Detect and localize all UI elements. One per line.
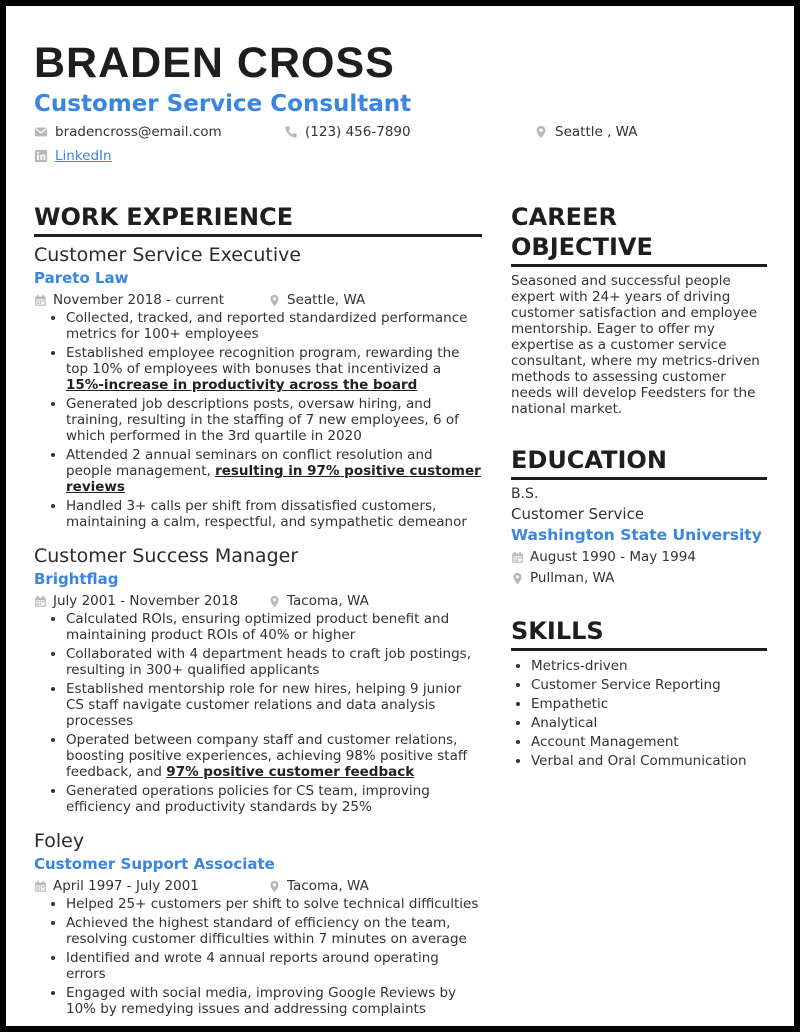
job-bullet xyxy=(66,611,482,643)
map-pin-icon xyxy=(534,125,548,139)
contact-info xyxy=(34,124,774,176)
right-column xyxy=(511,202,767,771)
calendar-icon xyxy=(34,294,47,307)
job-list xyxy=(34,243,482,1017)
bullet-text: Achieved the highest standard of efficiency on the team, resolving customer difficulties within 7 minutes on average xyxy=(66,915,467,947)
job-location: Tacoma, WA xyxy=(287,878,369,894)
job-company: Customer Support Associate xyxy=(34,855,275,873)
job-title: Foley xyxy=(34,830,85,852)
job-bullet xyxy=(66,345,482,393)
work-experience-heading: WORK EXPERIENCE xyxy=(34,202,482,237)
bullet-text: Established mentorship role for new hires, helping 9 junior CS staff navigate customer relations and data analysis processes xyxy=(66,681,462,729)
envelope-icon xyxy=(34,125,48,139)
job-bullets xyxy=(34,896,482,1017)
bullet-text: Generated job descriptions posts, oversaw hiring, and training, resulting in the staffing of 7 new employees, 6 of which performed in the 3rd quartile in 2020 xyxy=(66,396,459,444)
job-title: Customer Success Manager xyxy=(34,545,299,567)
education-entry xyxy=(511,484,767,588)
job-entry xyxy=(34,243,482,530)
contact-location xyxy=(534,124,638,140)
education-field: Customer Service xyxy=(511,505,645,523)
skill-item: • Customer Service Reporting xyxy=(531,676,767,695)
job-entry xyxy=(34,829,482,1017)
career-objective-heading: CAREER OBJECTIVE xyxy=(511,202,767,267)
bullet-text: Handled 3+ calls per shift from dissatisfied customers, maintaining a calm, respectful, and sympathetic demeanor xyxy=(66,498,467,530)
bullet-text: Operated between company staff and customer relations, boosting positive experiences, achieving 98% positive staff feedback, and xyxy=(66,732,468,780)
job-title: Customer Service Executive xyxy=(34,244,302,266)
education-dates: August 1990 - May 1994 xyxy=(530,549,696,565)
education-school: Washington State University xyxy=(511,526,762,544)
bullet-text: Generated operations policies for CS team, improving efficiency and productivity standards by 25% xyxy=(66,783,430,815)
education-heading: EDUCATION xyxy=(511,445,767,480)
left-column xyxy=(34,202,482,1020)
linkedin-icon xyxy=(34,149,48,163)
skill-item: • Verbal and Oral Communication xyxy=(531,752,767,771)
job-bullet xyxy=(66,950,482,982)
skill-item: • Metrics-driven xyxy=(531,657,767,676)
candidate-name: BRADEN CROSS xyxy=(34,39,395,87)
map-pin-icon xyxy=(511,572,524,585)
skills-heading: SKILLS xyxy=(511,616,767,651)
map-pin-icon xyxy=(268,294,281,307)
job-bullet xyxy=(66,646,482,678)
job-bullet xyxy=(66,896,482,912)
job-meta xyxy=(34,591,482,611)
contact-linkedin xyxy=(34,148,112,164)
education-dates-row xyxy=(511,547,767,567)
skill-item: • Analytical xyxy=(531,714,767,733)
education-degree: B.S. xyxy=(511,486,539,502)
map-pin-icon xyxy=(268,880,281,893)
skill-item: • Account Management xyxy=(531,733,767,752)
bullet-highlight: resulting in 97% positive customer reviews xyxy=(66,463,481,495)
job-bullet xyxy=(66,985,482,1017)
job-location: Seattle, WA xyxy=(287,292,366,308)
skill-item: • Empathetic xyxy=(531,695,767,714)
candidate-title: Customer Service Consultant xyxy=(34,91,412,117)
calendar-icon xyxy=(34,880,47,893)
calendar-icon xyxy=(34,595,47,608)
job-entry xyxy=(34,544,482,815)
bullet-highlight: 15%-increase in productivity across the board xyxy=(66,377,418,393)
bullet-highlight: 97% positive customer feedback xyxy=(166,764,415,780)
resume-header xyxy=(34,40,774,176)
job-dates: July 2001 - November 2018 xyxy=(53,593,239,609)
contact-phone xyxy=(284,124,411,140)
job-bullet xyxy=(66,732,482,780)
bullet-text: Established employee recognition program, rewarding the top 10% of employees with bonuses that incentivized a xyxy=(66,345,460,377)
job-meta xyxy=(34,290,482,310)
education-location: Pullman, WA xyxy=(530,570,615,586)
skills-list xyxy=(511,657,767,771)
career-objective-text: Seasoned and successful people expert with 24+ years of driving customer satisfaction and employee mentorship. Eager to offer my expertise as a customer service consultant, where my metrics-driven methods to assessing customer needs will develop Feedsters for the national market. xyxy=(511,273,760,417)
bullet-text: Collaborated with 4 department heads to craft job postings, resulting in 300+ qualified applicants xyxy=(66,646,471,678)
education-location-row xyxy=(511,568,767,588)
calendar-icon xyxy=(511,551,524,564)
phone-text: (123) 456-7890 xyxy=(305,124,411,140)
bullet-text: Helped 25+ customers per shift to solve technical difficulties xyxy=(66,896,479,912)
job-bullet xyxy=(66,681,482,729)
bullet-text: Engaged with social media, improving Google Reviews by 10% by remedying issues and addressing complaints xyxy=(66,985,457,1017)
job-bullet xyxy=(66,310,482,342)
job-meta xyxy=(34,876,482,896)
job-bullet xyxy=(66,447,482,495)
bullet-text: Collected, tracked, and reported standardized performance metrics for 100+ employees xyxy=(66,310,468,342)
job-location: Tacoma, WA xyxy=(287,593,369,609)
email-text[interactable]: bradencross@email.com xyxy=(55,124,222,140)
job-bullets xyxy=(34,611,482,815)
job-bullet xyxy=(66,498,482,530)
job-bullet xyxy=(66,396,482,444)
job-dates: November 2018 - current xyxy=(53,292,225,308)
bullet-text: Identified and wrote 4 annual reports around operating errors xyxy=(66,950,439,982)
resume-page xyxy=(6,6,794,1026)
job-bullets xyxy=(34,310,482,530)
location-text: Seattle , WA xyxy=(555,124,638,140)
contact-email xyxy=(34,124,222,140)
phone-icon xyxy=(284,125,298,139)
linkedin-link[interactable]: LinkedIn xyxy=(55,148,112,164)
job-company: Brightflag xyxy=(34,570,119,588)
bullet-text: Attended 2 annual seminars on conflict resolution and people management, xyxy=(66,447,433,479)
job-dates: April 1997 - July 2001 xyxy=(53,878,199,894)
job-bullet xyxy=(66,783,482,815)
job-bullet xyxy=(66,915,482,947)
bullet-text: Calculated ROIs, ensuring optimized product benefit and maintaining product ROIs of 40% or higher xyxy=(66,611,450,643)
job-company: Pareto Law xyxy=(34,269,129,287)
map-pin-icon xyxy=(268,595,281,608)
